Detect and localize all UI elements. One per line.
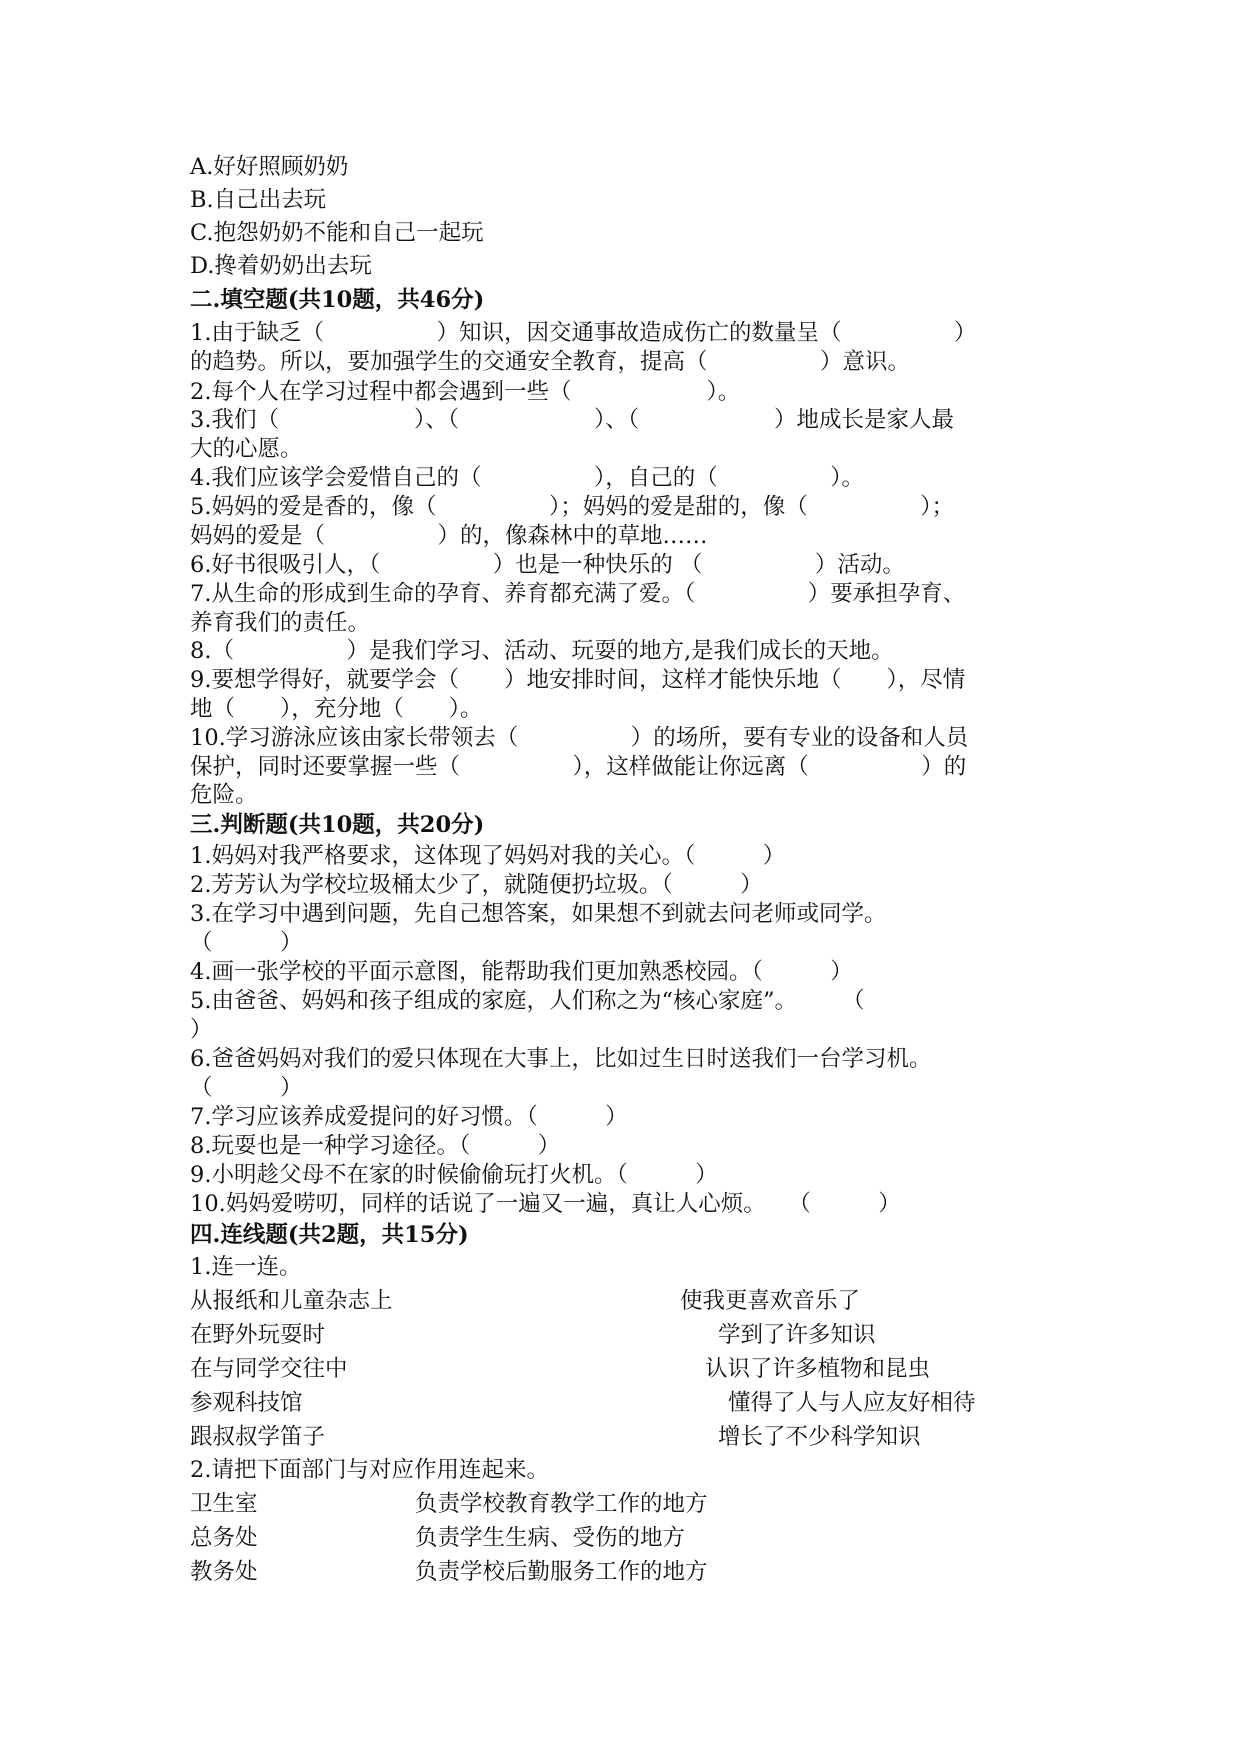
fill-line: 大的心愿。: [190, 436, 303, 462]
fill-line: 4.我们应该学会爱惜自己的（ ），自己的（ ）。: [190, 465, 864, 491]
fill-line: 养育我们的责任。: [190, 610, 371, 636]
judge-line: ）: [190, 1017, 213, 1043]
fill-line: 地（ ），充分地（ ）。: [190, 696, 483, 722]
match-q2-right-item: 负责学校后勤服务工作的地方: [415, 1559, 708, 1585]
option-a: A.好好照顾奶奶: [190, 154, 349, 180]
option-d: D.搀着奶奶出去玩: [190, 253, 372, 279]
fill-line: 1.由于缺乏（ ）知识，因交通事故造成伤亡的数量呈（ ）: [190, 320, 977, 346]
fill-line: 2.每个人在学习过程中都会遇到一些（ ）。: [190, 379, 741, 405]
match-q2-left-item: 教务处: [190, 1559, 258, 1585]
match-q1-left-item: 在与同学交往中: [190, 1356, 348, 1382]
match-q1-right-item: 增长了不少科学知识: [718, 1424, 921, 1450]
fill-line: 9.要想学得好，就要学会（ ）地安排时间，这样才能快乐地（ ），尽情: [190, 667, 966, 693]
section-4-heading: 四.连线题(共2题，共15分): [190, 1222, 469, 1248]
fill-line: 妈妈的爱是（ ）的，像森林中的草地……: [190, 523, 708, 549]
judge-line: 3.在学习中遇到问题，先自己想答案，如果想不到就去问老师或同学。: [190, 901, 887, 927]
section-2-heading: 二.填空题(共10题，共46分): [190, 287, 485, 313]
match-q1-right-item: 懂得了人与人应友好相待: [728, 1390, 976, 1416]
match-q1-left-item: 在野外玩耍时: [190, 1322, 326, 1348]
fill-line: 7.从生命的形成到生命的孕育、养育都充满了爱。（ ）要承担孕育、: [190, 581, 966, 607]
judge-line: 7.学习应该养成爱提问的好习惯。（ ）: [190, 1104, 628, 1130]
match-q1-left-item: 跟叔叔学笛子: [190, 1424, 326, 1450]
judge-line: 1.妈妈对我严格要求，这体现了妈妈对我的关心。（ ）: [190, 843, 786, 869]
match-q1-title: 1.连一连。: [190, 1254, 302, 1280]
match-q1-left-item: 从报纸和儿童杂志上: [190, 1288, 393, 1314]
match-q1-right-item: 使我更喜欢音乐了: [680, 1288, 861, 1314]
fill-line: 6.好书很吸引人，（ ）也是一种快乐的 （ ）活动。: [190, 552, 905, 578]
match-q2-left-item: 总务处: [190, 1525, 258, 1551]
judge-line: 10.妈妈爱唠叨，同样的话说了一遍又一遍，真让人心烦。 （ ）: [190, 1191, 901, 1217]
fill-line: 3.我们（ ）、（ ）、（ ）地成长是家人最: [190, 407, 954, 433]
fill-line: 危险。: [190, 782, 258, 808]
option-b: B.自己出去玩: [190, 187, 327, 213]
match-q2-title: 2.请把下面部门与对应作用连起来。: [190, 1457, 549, 1483]
match-q1-right-item: 学到了许多知识: [718, 1322, 876, 1348]
judge-line: 4.画一张学校的平面示意图，能帮助我们更加熟悉校园。（ ）: [190, 959, 853, 985]
fill-line: 8.（ ）是我们学习、活动、玩耍的地方,是我们成长的天地。: [190, 638, 894, 664]
match-q2-left-item: 卫生室: [190, 1491, 258, 1517]
section-3-heading: 三.判断题(共10题，共20分): [190, 812, 485, 838]
judge-line: 2.芳芳认为学校垃圾桶太少了，就随便扔垃圾。（ ）: [190, 872, 763, 898]
fill-line: 的趋势。所以，要加强学生的交通安全教育，提高（ ）意识。: [190, 349, 911, 375]
option-c: C.抱怨奶奶不能和自己一起玩: [190, 220, 484, 246]
fill-line: 保护，同时还要掌握一些（ ），这样做能让你远离（ ）的: [190, 754, 967, 780]
judge-line: 9.小明趁父母不在家的时候偷偷玩打火机。（ ）: [190, 1162, 718, 1188]
judge-line: 5.由爸爸、妈妈和孩子组成的家庭，人们称之为“核心家庭”。 （: [190, 988, 865, 1014]
match-q2-right-item: 负责学校教育教学工作的地方: [415, 1491, 708, 1517]
fill-line: 5.妈妈的爱是香的，像（ ）；妈妈的爱是甜的，像（ ）；: [190, 494, 954, 520]
fill-line: 10.学习游泳应该由家长带领去（ ）的场所，要有专业的设备和人员: [190, 725, 969, 751]
match-q1-right-item: 认识了许多植物和昆虫: [705, 1356, 931, 1382]
judge-line: 8.玩耍也是一种学习途径。（ ）: [190, 1133, 561, 1159]
judge-line: （ ）: [190, 930, 303, 956]
judge-line: 6.爸爸妈妈对我们的爱只体现在大事上，比如过生日时送我们一台学习机。: [190, 1046, 932, 1072]
match-q2-right-item: 负责学生生病、受伤的地方: [415, 1525, 686, 1551]
match-q1-left-item: 参观科技馆: [190, 1390, 303, 1416]
judge-line: （ ）: [190, 1075, 303, 1101]
